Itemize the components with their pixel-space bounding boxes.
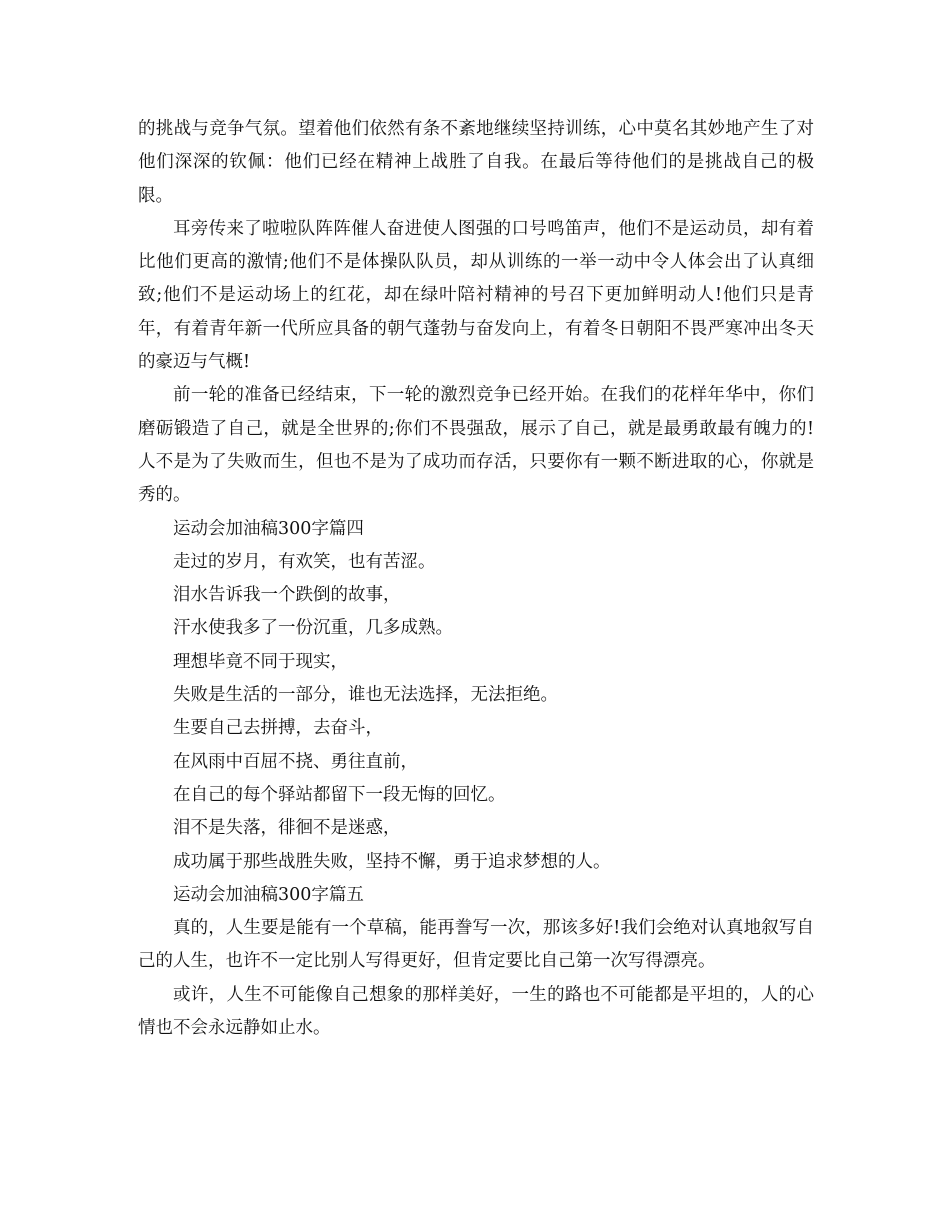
- poem-line: 泪水告诉我一个跌倒的故事，: [173, 585, 401, 606]
- paragraph-draft: 真的，人生要是能有一个草稿，能再誊写一次，那该多好!我们会绝对认真地叙写自己的人生，也许不一定比别人写得更好，但肯定要比自己第一次写得漂亮。: [138, 918, 814, 972]
- paragraph-continued: 的挑战与竞争气氛。望着他们依然有条不紊地继续坚持训练，心中莫名其妙地产生了对他们深深的钦佩：他们已经在精神上战胜了自我。在最后等待他们的是挑战自己的极限。: [138, 119, 814, 206]
- paragraph-cheerleaders: 耳旁传来了啦啦队阵阵催人奋进使人图强的口号鸣笛声，他们不是运动员，却有着比他们更高的激情;他们不是体操队队员，却从训练的一举一动中令人体会出了认真细致;他们不是运动场上的红花，却在绿叶陪衬精神的号召下更加鲜明动人!他们只是青年，有着青年新一代所应具备的朝气蓬勃与奋发向上，有着冬日朝阳不畏严寒冲出冬天的豪迈与气概!: [138, 218, 814, 373]
- document-body: [138, 113, 814, 1045]
- paragraph-next-round: 前一轮的准备已经结束，下一轮的激烈竞争已经开始。在我们的花样年华中，你们磨砺锻造了自己，就是全世界的;你们不畏强敌，展示了自己，就是最勇敢最有魄力的!人不是为了失败而生，但也不是为了成功而存活，只要你有一颗不断进取的心，你就是秀的。: [138, 385, 814, 506]
- poem-line: 泪不是失落，徘徊不是迷惑，: [173, 818, 401, 839]
- poem-line: 在风雨中百屈不挠、勇往直前，: [173, 751, 418, 772]
- section-heading-5: 运动会加油稿300字篇五: [173, 884, 364, 905]
- poem-line: 在自己的每个驿站都留下一段无悔的回忆。: [173, 784, 506, 805]
- section-heading-4: 运动会加油稿300字篇四: [173, 518, 364, 539]
- poem-line: 生要自己去拼搏，去奋斗，: [173, 718, 383, 739]
- poem-line: 失败是生活的一部分，谁也无法选择，无法拒绝。: [173, 685, 558, 706]
- poem-line: 成功属于那些战胜失败，坚持不懈，勇于追求梦想的人。: [173, 851, 611, 872]
- poem-line: 理想毕竟不同于现实，: [173, 651, 348, 672]
- paragraph-perhaps: 或许，人生不可能像自己想象的那样美好，一生的路也不可能都是平坦的，人的心情也不会永远静如止水。: [138, 984, 814, 1039]
- poem-line: 汗水使我多了一份沉重，几多成熟。: [173, 618, 453, 639]
- poem-line: 走过的岁月，有欢笑，也有苦涩。: [173, 551, 436, 572]
